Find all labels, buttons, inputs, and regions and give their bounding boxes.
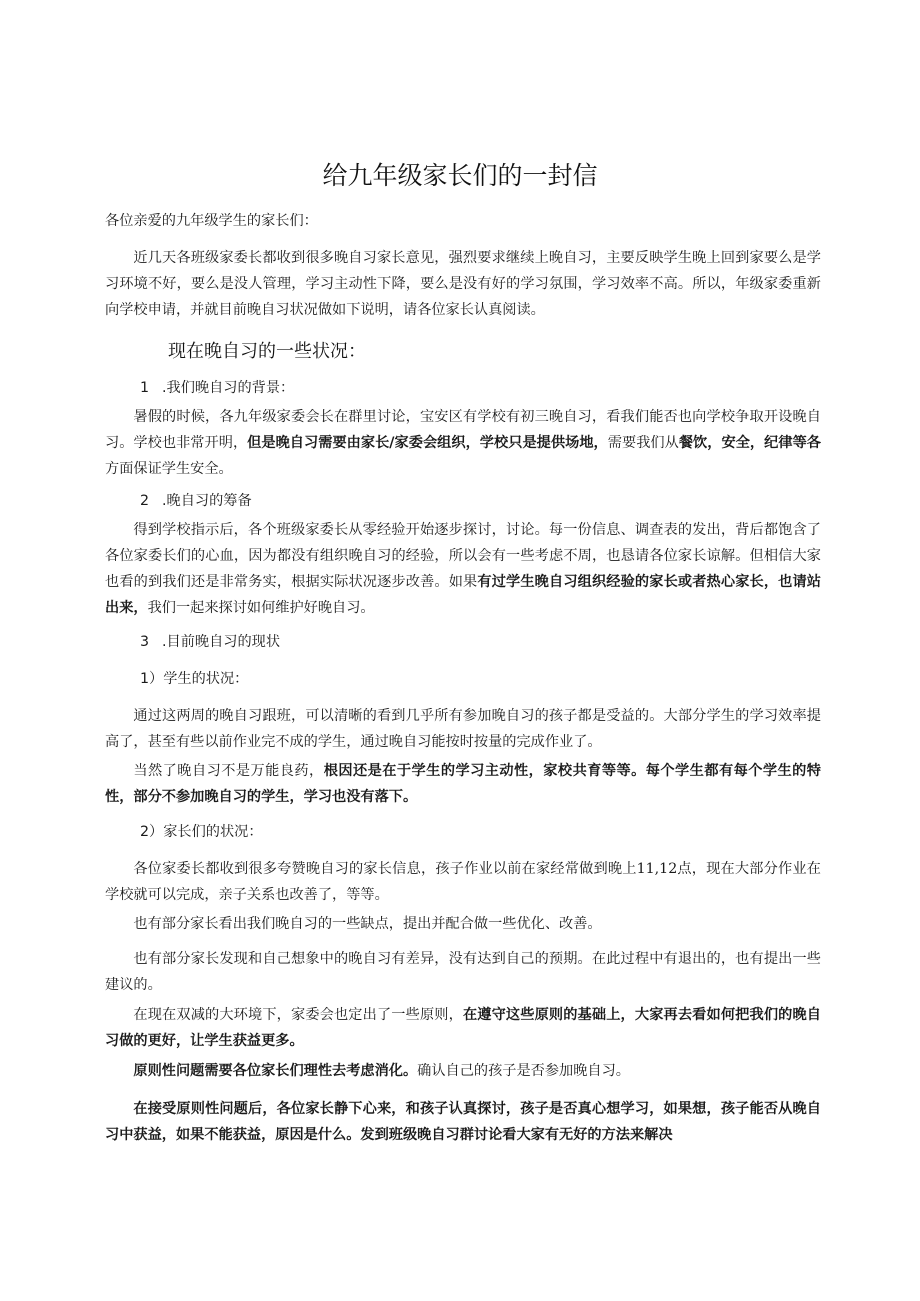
section-3-heading — [140, 630, 820, 654]
principle-paragraph: 原则性问题需要各位家长们理性去考虑消化。确认自己的孩子是否参加晚自习。 — [133, 1063, 630, 1079]
students-subheading: 1）学生的状况： — [140, 671, 249, 687]
section-2-paragraph: 得到学校指示后，各个班级家委长从零经验开始逐步探讨，讨论。每一份信息、调查表的发出，背后都饱含了各位家委长们的心血，因为都没有组织晚自习的经验，所以会有一些考虑不周，也恳请各位家长谅解。但相信大家也看的到我们还是非常务实，根据实际状况逐步改善。如果有过学生晚自习组织经验的家长或者热心家长，也请站出来，我们一起来探讨如何维护好晚自习。 — [105, 522, 821, 616]
section-1-heading — [140, 376, 820, 400]
parents-subheading: 2）家长们的状况： — [140, 824, 263, 840]
section-1-paragraph: 暑假的时候，各九年级家委会长在群里讨论，宝安区有学校有初三晚自习，看我们能否也向学校争取开设晚自习。学校也非常开明，但是晚自习需要由家长/家委会组织，学校只是提供场地，需要我们从餐饮，安全，纪律等各方面保证学生安全。 — [105, 409, 821, 477]
parents-paragraph-3: 也有部分家长发现和自己想象中的晚自习有差异，没有达到自己的预期。在此过程中有退出的，也有提出一些建议的。 — [105, 951, 821, 993]
discussion-paragraph: 在接受原则性问题后，各位家长静下心来，和孩子认真探讨，孩子是否真心想学习，如果想，孩子能否从晚自习中获益，如果不能获益，原因是什么。发到班级晚自习群讨论看大家有无好的方法来解决 — [105, 1101, 821, 1143]
section-1-title: .我们晚自习的背景： — [162, 380, 295, 396]
section-1-number: 1 — [140, 380, 150, 396]
section-2-title: .晚自习的筹备 — [162, 493, 252, 509]
section-2-heading — [140, 489, 820, 513]
section-3-title: .目前晚自习的现状 — [162, 634, 281, 650]
students-paragraph-2: 当然了晚自习不是万能良药，根因还是在于学生的学习主动性，家校共育等等。每个学生都有每个学生的特性，部分不参加晚自习的学生，学习也没有落下。 — [105, 763, 821, 805]
section-3-number: 3 — [140, 634, 150, 650]
parents-paragraph-2: 也有部分家长看出我们晚自习的一些缺点，提出并配合做一些优化、改善。 — [133, 916, 602, 932]
parents-paragraph-4: 在现在双减的大环境下，家委会也定出了一些原则，在遵守这些原则的基础上，大家再去看如何把我们的晚自习做的更好，让学生获益更多。 — [105, 1007, 821, 1049]
intro-paragraph: 近几天各班级家委长都收到很多晚自习家长意见，强烈要求继续上晚自习，主要反映学生晚上回到家要么是学习环境不好，要么是没人管理，学习主动性下降，要么是没有好的学习氛围，学习效率不高。所以，年级家委重新向学校申请，并就目前晚自习状况做如下说明，请各位家长认真阅读。 — [105, 250, 821, 318]
letter-title: 给九年级家长们的一封信 — [322, 161, 598, 190]
parents-paragraph-1: 各位家委长都收到很多夸赞晚自习的家长信息，孩子作业以前在家经常做到晚上11,12点，现在大部分作业在学校就可以完成，亲子关系也改善了，等等。 — [105, 861, 821, 903]
section-heading: 现在晚自习的一些状况： — [168, 341, 366, 362]
section-2-number: 2 — [140, 493, 150, 509]
students-paragraph-1: 通过这两周的晚自习跟班，可以清晰的看到几乎所有参加晚自习的孩子都是受益的。大部分学生的学习效率提高了，甚至有些以前作业完不成的学生，通过晚自习能按时按量的完成作业了。 — [105, 708, 821, 750]
salutation: 各位亲爱的九年级学生的家长们： — [105, 213, 318, 229]
